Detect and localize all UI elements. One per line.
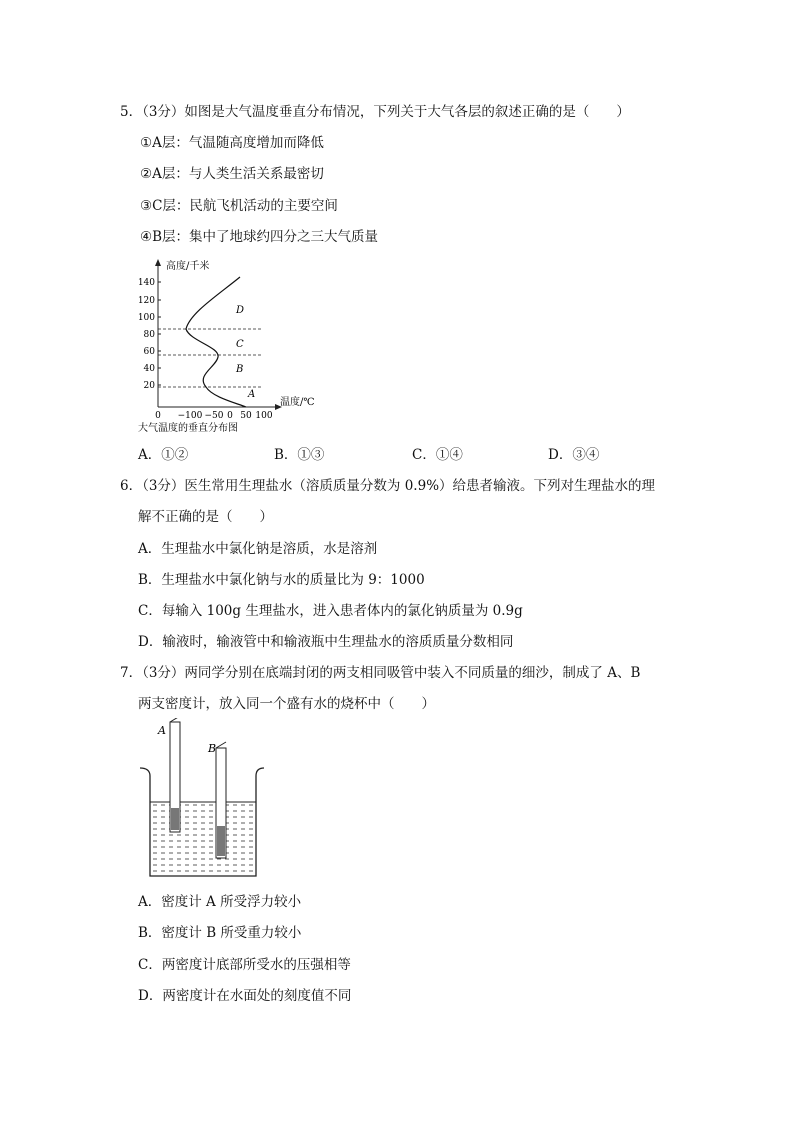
y-tick: 80	[143, 330, 155, 340]
atmosphere-temperature-figure	[128, 255, 328, 435]
label-a: A	[158, 724, 166, 737]
x-tick: 0	[155, 411, 161, 421]
statement-4: ④B层：集中了地球约四分之三大气质量	[140, 229, 379, 245]
option-c: C．①④	[412, 447, 463, 463]
option-b: B．①③	[274, 447, 325, 463]
option-d: D．输液时，输液管中和输液瓶中生理盐水的溶质质量分数相同	[138, 634, 514, 650]
y-tick: 40	[143, 364, 155, 374]
question-5-stem: 5．（3分）如图是大气温度垂直分布情况，下列关于大气各层的叙述正确的是（ ）	[120, 104, 630, 120]
statement-2: ②A层：与人类生活关系最密切	[140, 166, 324, 182]
layer-label-d: D	[236, 305, 245, 316]
y-axis-label: 高度/千米	[166, 261, 210, 272]
question-7-stem-line2: 两支密度计，放入同一个盛有水的烧杯中（ ）	[138, 696, 435, 712]
option-c: C．两密度计底部所受水的压强相等	[138, 957, 351, 973]
option-a: A．密度计 A 所受浮力较小	[138, 894, 302, 910]
question-6-stem-line1: 6．（3分）医生常用生理盐水（溶质质量分数为 0.9%）给患者输液。下列对生理盐水的理	[120, 478, 656, 494]
x-tick: −50	[204, 411, 224, 421]
y-tick: 140	[137, 278, 155, 288]
option-b: B．生理盐水中氯化钠与水的质量比为 9：1000	[138, 572, 425, 588]
option-d: D．两密度计在水面处的刻度值不同	[138, 988, 352, 1004]
option-a: A．①②	[138, 447, 189, 463]
statement-1: ①A层：气温随高度增加而降低	[140, 135, 324, 151]
y-tick: 120	[137, 296, 155, 306]
question-6-stem-line2: 解不正确的是（ ）	[138, 509, 273, 525]
layer-label-c: C	[236, 339, 244, 350]
question-7-stem-line1: 7．（3分）两同学分别在底端封闭的两支相同吸管中装入不同质量的细沙，制成了 A、B	[120, 665, 641, 681]
option-d: D．③④	[548, 447, 600, 463]
layer-label-a: A	[248, 389, 256, 400]
y-tick: 60	[143, 347, 155, 357]
y-tick: 100	[137, 313, 155, 323]
y-tick: 20	[143, 381, 155, 391]
option-c: C．每输入 100g 生理盐水，进入患者体内的氯化钠质量为 0.9g	[138, 603, 523, 619]
x-tick: 100	[255, 411, 273, 421]
layer-label-b: B	[236, 364, 244, 375]
x-tick: 0	[227, 411, 233, 421]
x-tick: −100	[177, 411, 203, 421]
option-b: B．密度计 B 所受重力较小	[138, 925, 302, 941]
statement-3: ③C层：民航飞机活动的主要空间	[140, 198, 338, 214]
option-a: A．生理盐水中氯化钠是溶质，水是溶剂	[138, 541, 378, 557]
x-tick: 50	[240, 411, 252, 421]
beaker-hydrometer-figure	[136, 718, 271, 883]
label-b: B	[208, 742, 217, 755]
figure-caption: 大气温度的垂直分布图	[138, 423, 238, 434]
x-axis-label: 温度/℃	[280, 397, 315, 408]
